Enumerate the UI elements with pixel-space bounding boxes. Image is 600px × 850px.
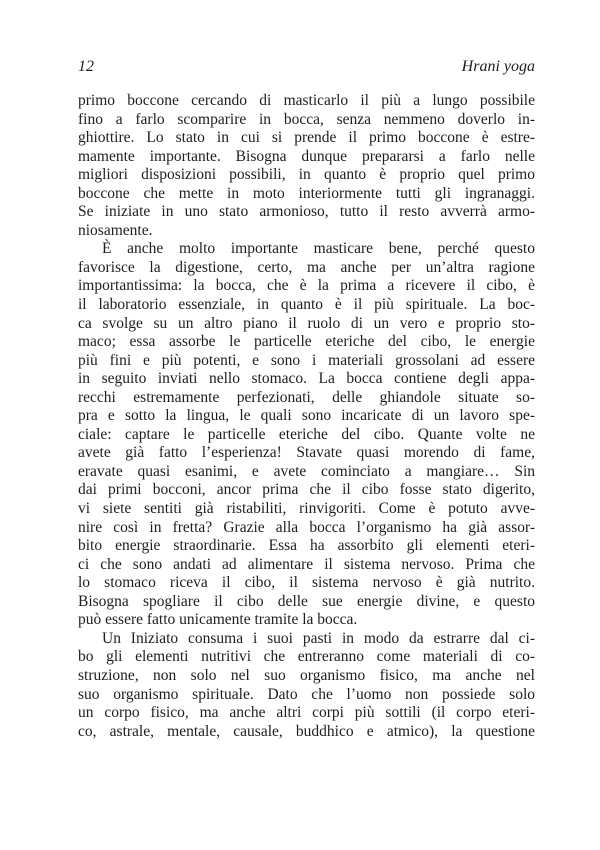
page-body	[78, 92, 535, 741]
text-line: niosamente.	[78, 221, 153, 239]
text-line: fino a farlo scomparire in bocca, senza nemmeno doverlo in-	[78, 110, 535, 128]
page-number: 12	[78, 58, 94, 75]
text-line: ghiottire. Lo stato in cui si prende il primo boccone è estre-	[78, 129, 535, 147]
text-line: vi siete sentiti già ristabiliti, rinvigoriti. Come è potuto avve-	[78, 500, 535, 518]
text-line: lo stomaco riceva il cibo, il sistema nervoso è già nutrito.	[78, 574, 535, 592]
text-line: può essere fatto unicamente tramite la bocca.	[78, 611, 358, 629]
text-line: eravate quasi esanimi, e avete cominciato a mangiare… Sin	[78, 462, 535, 480]
text-line: ci che sono andati ad alimentare il sistema nervoso. Prima che	[78, 555, 535, 573]
text-line: primo boccone cercando di masticarlo il più a lungo possibile	[78, 92, 535, 109]
text-line: Un Iniziato consuma i suoi pasti in modo da estrarre dal ci-	[102, 629, 535, 647]
text-line: struzione, non solo nel suo organismo fisico, ma anche nel	[78, 666, 535, 684]
running-title: Hrani yoga	[461, 58, 535, 75]
text-line: favorisce la digestione, certo, ma anche per un’altra ragione	[78, 258, 535, 276]
text-line: un corpo fisico, ma anche altri corpi più sottili (il corpo eteri-	[78, 704, 535, 722]
text-line: importantissima: la bocca, che è la prima a ricevere il cibo, è	[78, 277, 535, 295]
text-line: È anche molto importante masticare bene, perché questo	[102, 240, 535, 258]
text-line: pra e sotto la lingua, le quali sono incaricate di un lavoro spe-	[78, 407, 535, 425]
text-line: più fini e più potenti, e sono i materiali grossolani ad essere	[78, 351, 535, 369]
paragraph	[78, 92, 535, 240]
text-line: bito energie straordinarie. Essa ha assorbito gli elementi eteri-	[78, 537, 535, 555]
text-line: bo gli elementi nutritivi che entreranno come materiali di co-	[78, 648, 535, 666]
text-line: suo organismo spirituale. Dato che l’uomo non possiede solo	[78, 685, 535, 703]
text-line: mamente importante. Bisogna dunque prepararsi a farlo nelle	[78, 147, 535, 165]
text-line: migliori disposizioni possibili, in quanto è proprio quel primo	[78, 166, 535, 184]
running-header	[78, 57, 535, 77]
text-line: maco; essa assorbe le particelle eteriche del cibo, le energie	[78, 333, 535, 351]
text-line: dai primi bocconi, ancor prima che il cibo fosse stato digerito,	[78, 481, 535, 499]
text-line: avete già fatto l’esperienza! Stavate quasi morendo di fame,	[78, 444, 535, 462]
text-line: co, astrale, mentale, causale, buddhico e atmico), la questione	[78, 722, 535, 740]
paragraph	[78, 240, 535, 629]
paragraph	[78, 630, 535, 741]
text-line: nire così in fretta? Grazie alla bocca l’organismo ha già assor-	[78, 518, 535, 536]
text-line: boccone che mette in moto interiormente tutti gli ingranaggi.	[78, 184, 535, 202]
text-line: Se iniziate in uno stato armonioso, tutto il resto avverrà armo-	[78, 203, 535, 221]
text-line: ca svolge su un altro piano il ruolo di un vero e proprio sto-	[78, 314, 535, 332]
text-line: Bisogna spogliare il cibo delle sue energie divine, e questo	[78, 592, 535, 610]
text-line: ciale: captare le particelle eteriche del cibo. Quante volte ne	[78, 425, 535, 443]
text-line: il laboratorio essenziale, in quanto è il più spirituale. La boc-	[78, 296, 535, 314]
text-line: recchi estremamente perfezionati, delle ghiandole situate so-	[78, 388, 535, 406]
text-line: in seguito inviati nello stomaco. La bocca contiene degli appa-	[78, 370, 535, 388]
